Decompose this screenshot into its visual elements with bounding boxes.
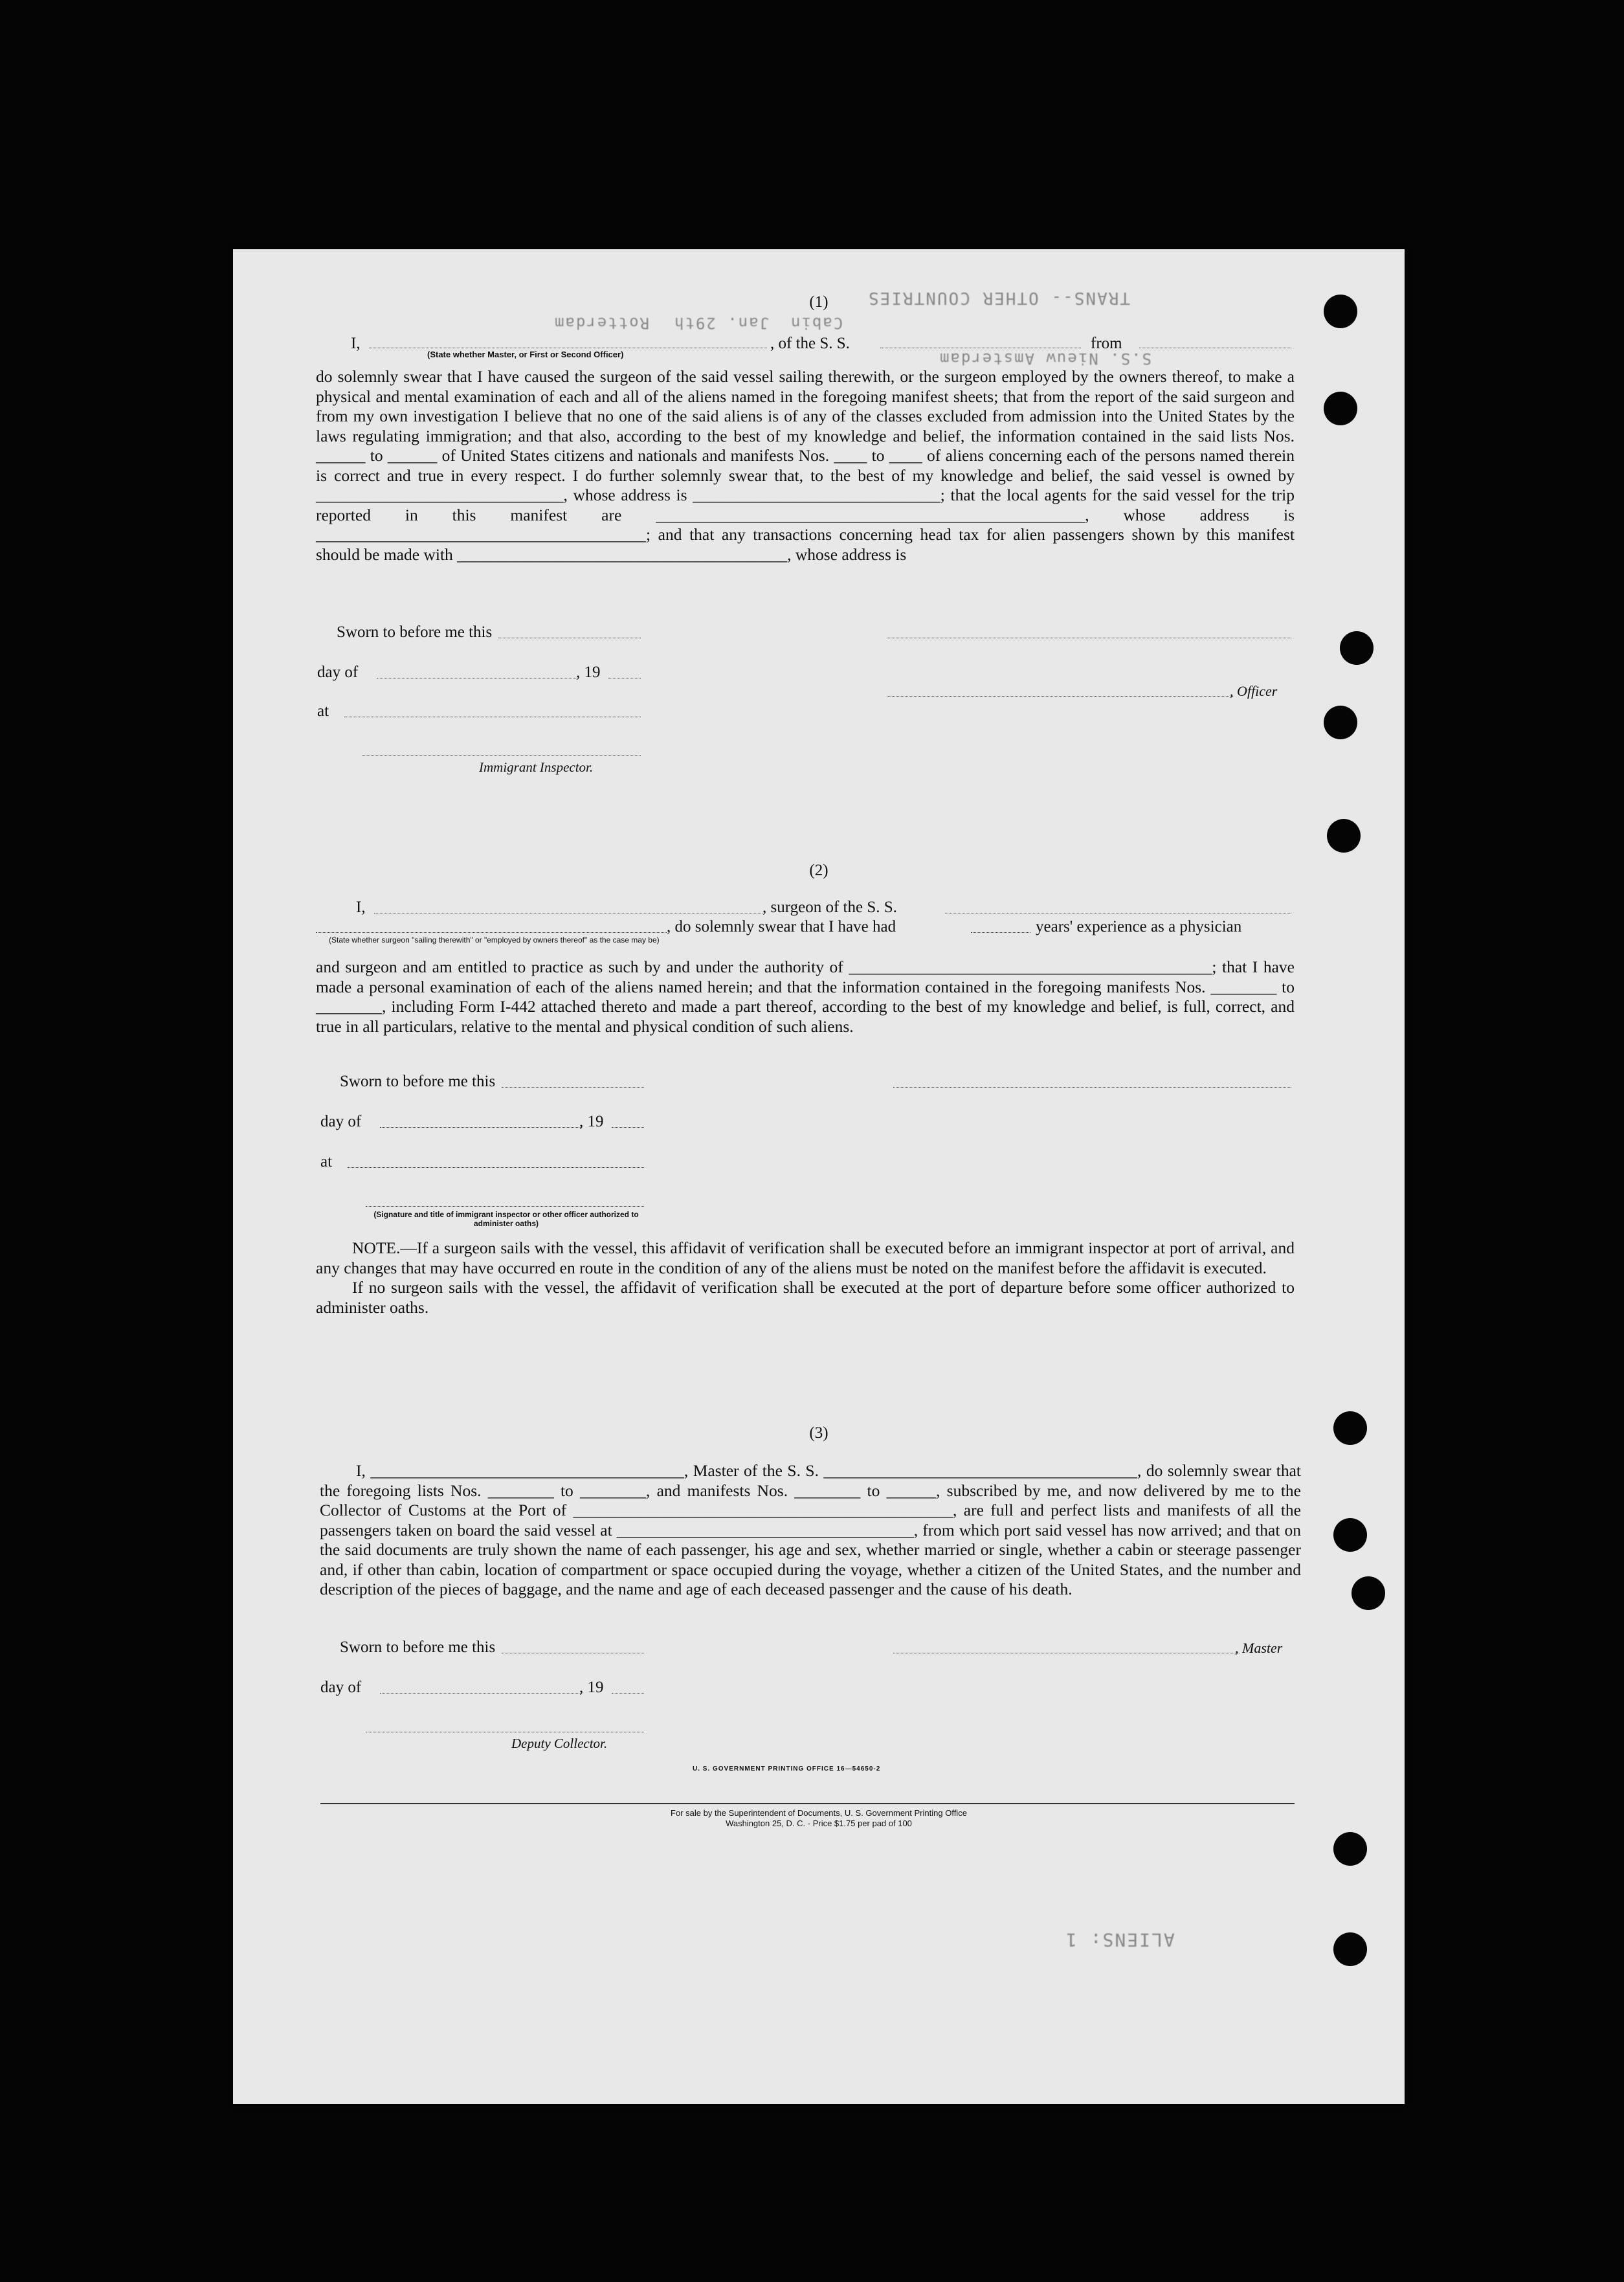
s2-sworn-blank	[502, 1087, 644, 1088]
s2-i-label: I,	[356, 899, 366, 916]
form-page	[233, 249, 1405, 2104]
s1-at: at	[317, 702, 329, 720]
s2-at: at	[320, 1153, 333, 1170]
s1-inspector-label: Immigrant Inspector.	[479, 759, 594, 775]
s3-year: , 19	[579, 1679, 604, 1696]
s1-ss-label: , of the S. S.	[770, 335, 850, 352]
s2-note	[316, 1238, 1295, 1317]
s2-under-label: (State whether surgeon "sailing therewith" or "employed by owners thereof" as the case may be)	[329, 935, 660, 945]
s3-body	[320, 1461, 1301, 1600]
s2-day-blank	[380, 1127, 581, 1128]
footer-line-2: Washington 25, D. C. - Price $1.75 per pad of 100	[726, 1818, 912, 1828]
stamp-text-3: Rotterdam	[553, 314, 650, 332]
s2-year-blank	[612, 1127, 644, 1128]
s1-officer-blank-2	[887, 696, 1233, 697]
s1-body	[316, 367, 1295, 565]
s2-years-blank	[971, 932, 1030, 933]
section-3-number: (3)	[809, 1424, 829, 1442]
footer-rule	[320, 1803, 1295, 1804]
punch-hole	[1324, 392, 1357, 425]
s1-year: , 19	[576, 664, 601, 681]
s2-body	[316, 957, 1295, 1036]
stamp-text-5: S.S. Nieuw Amsterdam	[939, 350, 1151, 368]
s2-physician-text: years' experience as a physician	[1036, 918, 1242, 935]
s3-deputy-label: Deputy Collector.	[511, 1736, 608, 1751]
footer-line-1: For sale by the Superintendent of Documents, U. S. Government Printing Office	[671, 1808, 967, 1818]
punch-hole	[1333, 1932, 1367, 1966]
punch-hole	[1340, 631, 1374, 665]
s3-sworn: Sworn to before me this	[340, 1639, 496, 1656]
punch-hole	[1333, 1518, 1367, 1552]
s2-inspector-sign-blank	[366, 1206, 644, 1207]
stamp-text-4: Jan. 29th	[673, 314, 770, 332]
s2-ss-label: , surgeon of the S. S.	[762, 899, 897, 916]
stamp-text-2: Cabin	[790, 314, 843, 332]
s1-under-label: (State whether Master, or First or Second Officer)	[427, 350, 624, 359]
s2-body-text: and surgeon and am entitled to practice as such by and under the authority of ____________________________________________; that I have made a personal examination of each of the aliens named herein; and that the information contained in the foregoing manifests Nos. ________ to ________, including Form I-442 attached thereto and made a part thereof, according to the best of my knowledge and belief, is full, correct, and true in all particulars, relative to the mental and physical condition of such aliens.	[316, 957, 1295, 1036]
s3-day-blank	[380, 1693, 581, 1694]
section-2-number: (2)	[809, 862, 829, 879]
punch-hole	[1327, 819, 1361, 853]
s2-sign-blank	[893, 1087, 1291, 1088]
s1-body-text: do solemnly swear that I have caused the surgeon of the said vessel sailing therewith, or the surgeon employed by the owners thereof, to make a physical and mental examination of each and all of the aliens named in the foregoing manifest sheets; that from the report of the said surgeon and from my own investigation I believe that no one of the said aliens is of any of the classes excluded from admission into the United States by the laws regulating immigration; and that also, according to the best of my knowledge and belief, the information contained in the said lists Nos. ______ to ______ of United States citizens and nationals and manifests Nos. ____ to ____ of aliens concerning each of the persons named therein is correct and true in every respect. I do further solemnly swear that, to the best of my knowledge and belief, the said vessel is owned by ______________________________, whose address is ______________________________; that the local agents for the said vessel for the trip reported in this manifest are ____________________________________________________, whose address is ________________________________________; and that any transactions concerning head tax for alien passengers shown by this manifest should be made with ________________________________________, whose address is	[316, 367, 1295, 564]
stamp-text-1: TRANS-- OTHER COUNTRIES	[867, 288, 1131, 308]
gpo-line: U. S. GOVERNMENT PRINTING OFFICE 16—54650-2	[693, 1765, 881, 1773]
s3-master-label: , Master	[1235, 1640, 1283, 1656]
s1-dayof: day of	[317, 664, 359, 681]
s1-sworn: Sworn to before me this	[337, 623, 493, 641]
s2-note-text: NOTE.—If a surgeon sails with the vessel, this affidavit of verification shall be executed before an immigrant inspector at port of arrival, and any changes that may have occurred en route in the condition of any of the aliens must be noted on the manifest before the affidavit is executed.	[316, 1238, 1295, 1277]
s3-year-blank	[612, 1693, 644, 1694]
s2-swear-text: , do solemnly swear that I have had	[667, 918, 896, 935]
s1-from-label: from	[1091, 335, 1122, 352]
punch-hole	[1351, 1576, 1385, 1610]
s3-dayof: day of	[320, 1679, 362, 1696]
punch-hole	[1324, 706, 1357, 739]
punch-hole	[1333, 1832, 1367, 1866]
s1-i-label: I,	[351, 335, 361, 352]
section-1-number: (1)	[809, 293, 829, 311]
s1-inspector-sign-blank	[362, 755, 641, 756]
s3-body-text: I, ______________________________________, Master of the S. S. ______________________________________, do solemnly swear that the foregoing lists Nos. ________ to ________, and manifests Nos. ________ to ______, subscribed by me, and now delivered by me to the Collector of Customs at the Port of ______________________________________________, are full and perfect lists and manifests of all the passengers taken on board the said vessel at ____________________________________, from which port said vessel has now arrived; and that on the said documents are truly shown the name of each passenger, his age and sex, whether married or single, whether a cabin or steerage passenger and, if other than cabin, location of compartment or space occupied during the voyage, whether a citizen of the United States, and the number and description of the pieces of baggage, and the name and age of each deceased passenger and the cause of his death.	[320, 1461, 1301, 1598]
s2-sworn: Sworn to before me this	[340, 1073, 496, 1090]
s2-sig-label: (Signature and title of immigrant inspector or other officer authorized to administer oaths)	[373, 1210, 639, 1228]
s2-note2-text: If no surgeon sails with the vessel, the affidavit of verification shall be executed at the port of departure before some officer authorized to administer oaths.	[316, 1278, 1295, 1317]
s2-year: , 19	[579, 1113, 604, 1130]
s2-at-blank	[348, 1167, 644, 1168]
stamp-aliens: ALIENS: 1	[1065, 1929, 1175, 1951]
s1-officer-label: , Officer	[1230, 683, 1278, 699]
s2-type-blank	[316, 932, 667, 933]
s2-dayof: day of	[320, 1113, 362, 1130]
